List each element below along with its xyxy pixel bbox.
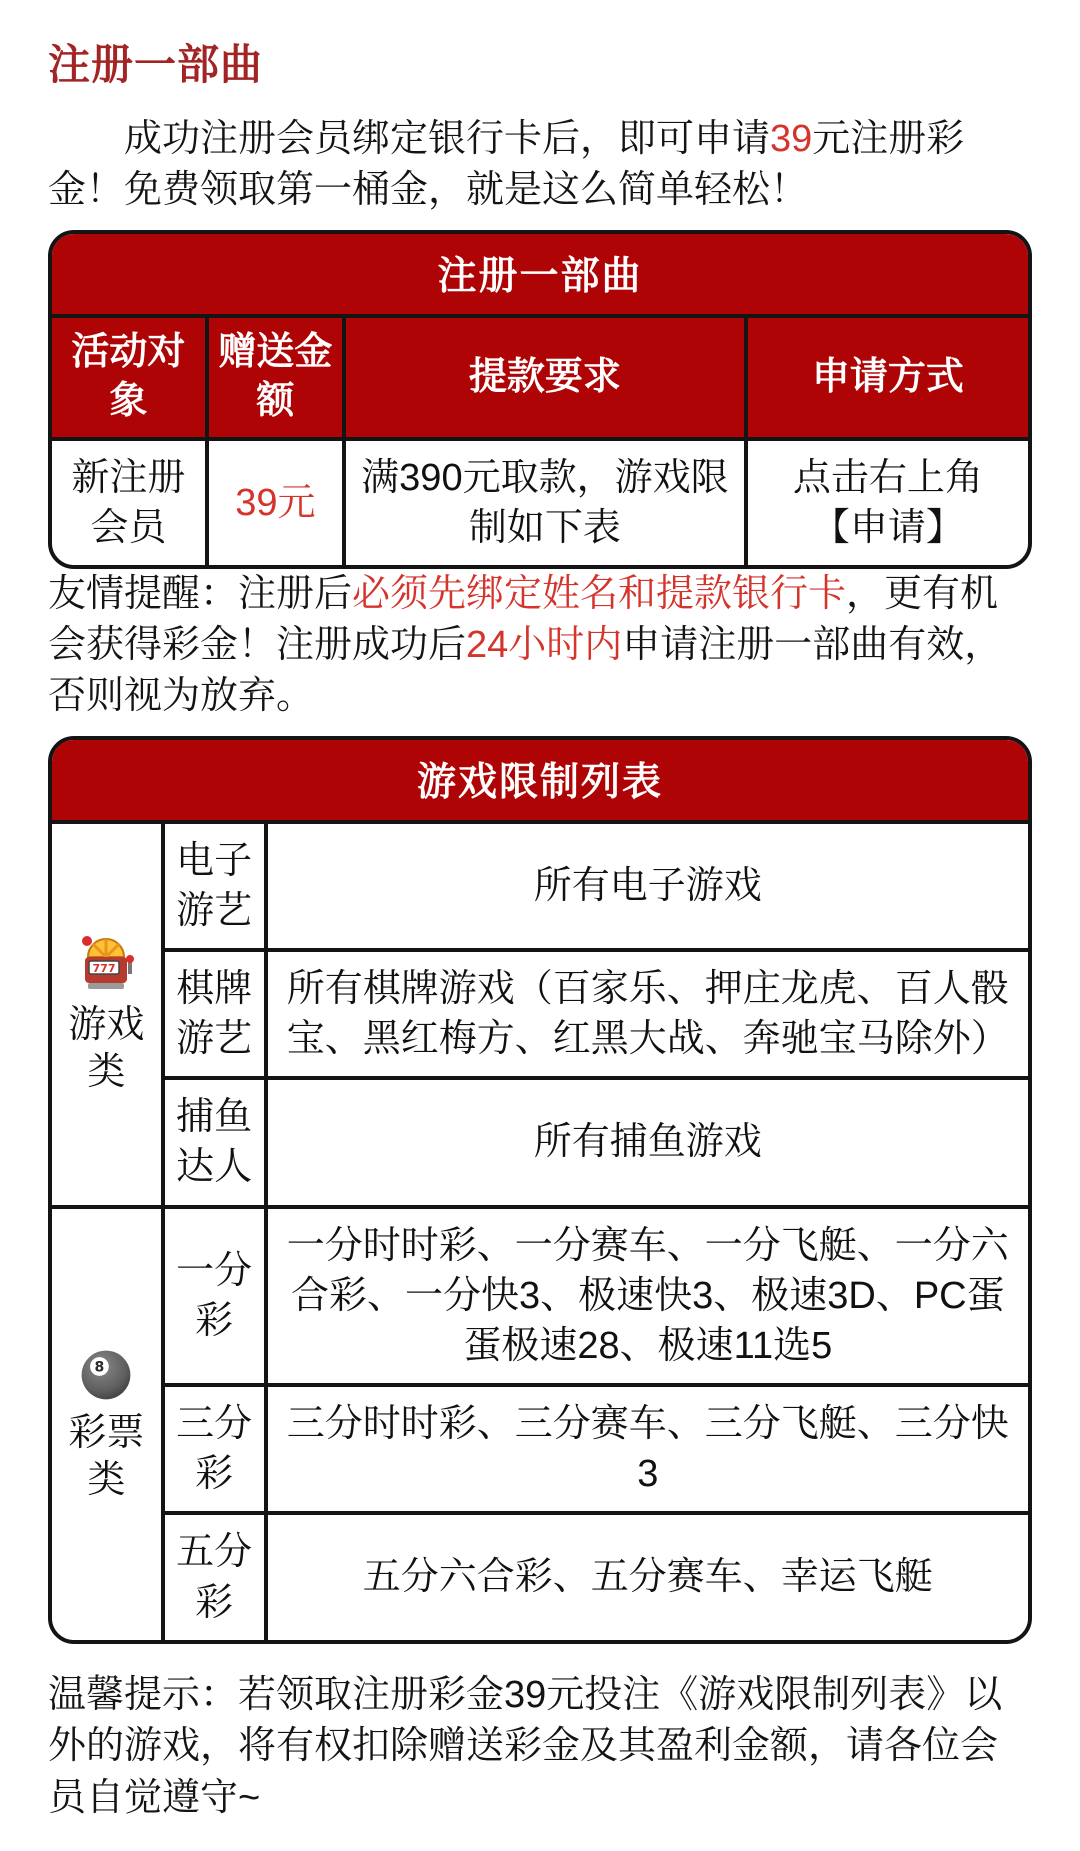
registration-table-caption: 注册一部曲 <box>52 234 1028 318</box>
svg-text:8: 8 <box>94 1359 105 1376</box>
cell-gift-amount: 39元 <box>207 439 344 567</box>
registration-table <box>48 314 1032 569</box>
slot-machine-icon <box>74 932 138 996</box>
intro-text-tail: 元注册彩金！免费领取第一桶金，就是这么简单轻松！ <box>48 118 965 211</box>
game-restriction-caption: 游戏限制列表 <box>52 740 1028 824</box>
table-row <box>50 1207 1030 1385</box>
subcategory-fishing: 捕鱼达人 <box>163 1078 266 1206</box>
restriction-5min-lottery: 五分六合彩、五分赛车、幸运飞艇 <box>266 1513 1030 1641</box>
reminder-text-tail: 申请注册一部曲有效，否则视为放弃。 <box>48 623 1003 717</box>
table-row <box>50 1078 1030 1206</box>
subcategory-5min-lottery: 五分彩 <box>163 1513 266 1641</box>
warm-tip-note: 温馨提示：若领取注册彩金39元投注《游戏限制列表》以外的游戏，将有权扣除赠送彩金及其盈利金额，请各位会员自觉遵守~ <box>48 1673 1003 1819</box>
intro-paragraph <box>48 114 1032 216</box>
eight-ball-icon <box>76 1344 136 1404</box>
category-label-games: 游戏类 <box>68 1003 145 1094</box>
subcategory-3min-lottery: 三分彩 <box>163 1385 266 1513</box>
svg-text:777: 777 <box>92 961 116 975</box>
category-cell-lottery <box>50 1207 163 1642</box>
cell-apply-method: 点击右上角【申请】 <box>746 439 1030 567</box>
subcategory-electronic: 电子游艺 <box>163 822 266 950</box>
page-title: 注册一部曲 <box>48 41 264 88</box>
restriction-chess: 所有棋牌游戏（百家乐、押庄龙虎、百人骰宝、黑红梅方、红黑大战、奔驰宝马除外） <box>266 950 1030 1078</box>
subcategory-chess: 棋牌游艺 <box>163 950 266 1078</box>
game-restriction-table <box>48 736 1032 1644</box>
restriction-electronic: 所有电子游戏 <box>266 822 1030 950</box>
subcategory-1min-lottery: 一分彩 <box>163 1207 266 1385</box>
table-row <box>50 822 1030 950</box>
header-withdraw-requirement: 提款要求 <box>344 316 746 439</box>
header-activity-target: 活动对象 <box>50 316 207 439</box>
registration-bonus-table <box>48 230 1032 569</box>
restriction-1min-lottery: 一分时时彩、一分赛车、一分飞艇、一分六合彩、一分快3、极速快3、极速3D、PC蛋蛋极速28、极速11选5 <box>266 1207 1030 1385</box>
reminder-text: 友情提醒：注册后 <box>48 572 353 615</box>
reminder-text-mid: ，更有机会获得彩金！注册成功后 <box>48 572 999 666</box>
cell-activity-target: 新注册会员 <box>50 439 207 567</box>
intro-highlight-amount: 39 <box>770 118 813 160</box>
registration-data-row <box>50 439 1030 567</box>
reminder-highlight-bind-card: 必须先绑定姓名和提款银行卡 <box>352 572 847 615</box>
header-gift-amount: 赠送金额 <box>207 316 344 439</box>
restriction-table <box>48 820 1032 1644</box>
table-row <box>50 1513 1030 1641</box>
category-label-lottery: 彩票类 <box>68 1411 145 1502</box>
registration-header-row <box>50 316 1030 439</box>
table-row <box>50 950 1030 1078</box>
reminder-highlight-24h: 24小时内 <box>466 623 623 666</box>
table-row <box>50 1385 1030 1513</box>
restriction-fishing: 所有捕鱼游戏 <box>266 1078 1030 1206</box>
cell-withdraw-requirement: 满390元取款，游戏限制如下表 <box>344 439 746 567</box>
header-apply-method: 申请方式 <box>746 316 1030 439</box>
category-cell-games <box>50 822 163 1207</box>
friendly-reminder <box>48 569 1032 722</box>
intro-text: 成功注册会员绑定银行卡后，即可申请 <box>124 118 771 160</box>
restriction-3min-lottery: 三分时时彩、三分赛车、三分飞艇、三分快3 <box>266 1385 1030 1513</box>
